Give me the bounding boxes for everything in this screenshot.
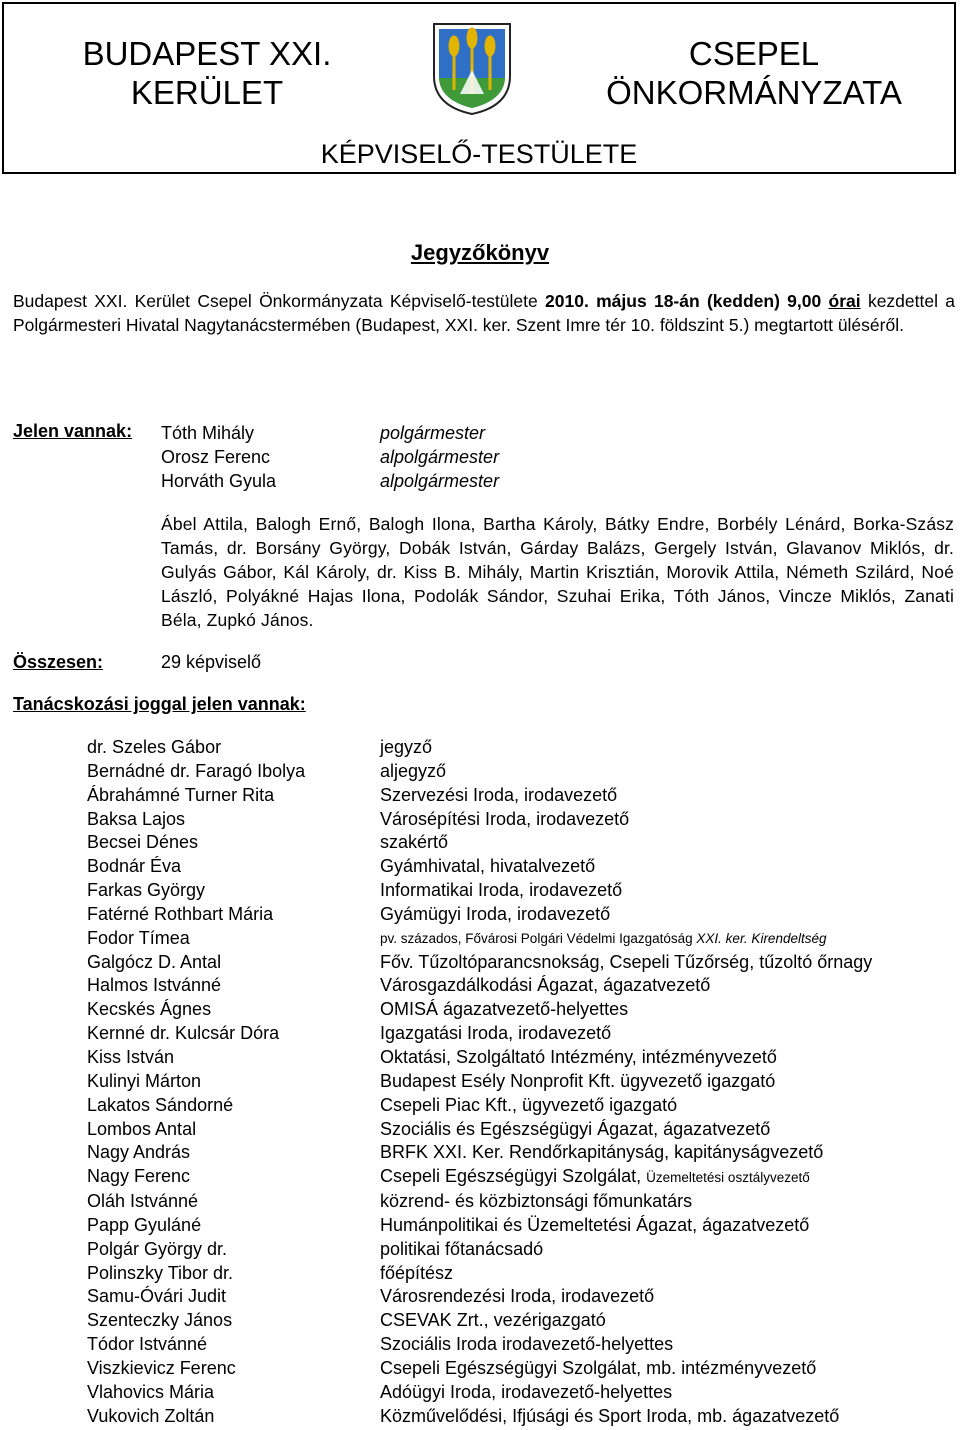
adviser-role: Szervezési Iroda, irodavezető (380, 784, 618, 805)
adviser-role: Városépítési Iroda, irodavezető (380, 808, 630, 829)
adviser-name: Baksa Lajos (87, 808, 186, 829)
adviser-role-part-a: Csepeli Egészségügyi Szolgálat, (380, 1166, 647, 1187)
adviser-name: Kiss István (87, 1046, 175, 1067)
adviser-name: Kulinyi Márton (87, 1070, 202, 1091)
adviser-role: Csepeli Piac Kft., ügyvezető igazgató (380, 1094, 678, 1115)
list-item (87, 808, 957, 832)
list-item (87, 974, 957, 998)
intro-part1: Budapest XXI. Kerület Csepel Önkormányzata Képviselő-testülete (13, 291, 546, 311)
adviser-name: Halmos Istvánné (87, 975, 222, 996)
adviser-role: Oktatási, Szolgáltató Intézmény, intézményvezető (380, 1046, 777, 1067)
header-right-line1: CSEPEL (688, 35, 820, 72)
list-item (87, 903, 957, 927)
adviser-name: Szenteczky János (87, 1310, 233, 1331)
adviser-role: Szociális Iroda irodavezető-helyettes (380, 1334, 674, 1355)
adviser-role: CSEVAK Zrt., vezérigazgató (380, 1310, 606, 1331)
list-item (87, 1381, 957, 1405)
list-item (87, 951, 957, 975)
official-role: polgármester (380, 423, 486, 443)
list-item (87, 1046, 957, 1070)
advisory-list (87, 736, 957, 1428)
total-label: Összesen: (13, 652, 104, 672)
adviser-name: dr. Szeles Gábor (87, 737, 222, 757)
list-item (87, 1118, 957, 1142)
adviser-role: Igazgatási Iroda, irodavezető (380, 1023, 612, 1044)
adviser-role: OMISÁ ágazatvezető-helyettes (380, 999, 629, 1020)
official-name: Tóth Mihály (161, 423, 255, 443)
header-left-line2: KERÜLET (130, 74, 284, 111)
adviser-name: Lombos Antal (87, 1118, 197, 1139)
official-row (161, 469, 499, 493)
adviser-role-part-b: XXI. ker. Kirendeltség (696, 930, 827, 946)
adviser-role: BRFK XXI. Ker. Rendőrkapitányság, kapitányságvezető (380, 1142, 824, 1163)
adviser-name: Ábrahámné Turner Rita (87, 784, 275, 805)
adviser-name: Galgócz D. Antal (87, 951, 222, 972)
adviser-role: politikai főtanácsadó (380, 1238, 544, 1259)
adviser-role: Gyámügyi Iroda, irodavezető (380, 903, 611, 924)
adviser-role: Gyámhivatal, hivatalvezető (380, 856, 596, 877)
adviser-role (380, 1165, 810, 1190)
total-value: 29 képviselő (161, 652, 262, 672)
advisory-label: Tanácskozási joggal jelen vannak: (13, 694, 306, 714)
list-item (87, 1405, 957, 1429)
header-body-name: KÉPVISELŐ-TESTÜLETE (320, 139, 638, 169)
adviser-name: Polinszky Tibor dr. (87, 1262, 234, 1283)
officials-list (161, 421, 499, 493)
adviser-name: Nagy András (87, 1142, 191, 1163)
adviser-role: főépítész (380, 1262, 454, 1283)
adviser-name: Tódor Istvánné (87, 1334, 208, 1355)
intro-time-word: órai (828, 291, 861, 311)
members-list: Ábel Attila, Balogh Ernő, Balogh Ilona, Bartha Károly, Bátky Endre, Borbély Lénárd, Borka-Szász Tamás, dr. Borsány György, Dobák István, Gárday Balázs, Gergely István, Glavanov Miklós, dr. Gulyás Gábor, Kál Károly, dr. Kiss B. Mihály, Martin Krisztián, Morovik Attila, Németh Szilárd, Noé László, Polyákné Hajas Ilona, Podolák Sándor, Szuhai Erika, Tóth János, Vincze Miklós, Zanati Béla, Zupkó János. (161, 514, 954, 630)
adviser-role-part-a: pv. százados, Fővárosi Polgári Védelmi Igazgatóság (380, 930, 697, 946)
adviser-name: Nagy Ferenc (87, 1166, 191, 1187)
adviser-name: Vlahovics Mária (87, 1381, 215, 1402)
adviser-role: Humánpolitikai és Üzemeltetési Ágazat, ágazatvezető (380, 1214, 810, 1235)
intro-part2: kezdettel a Polgármesteri Hivatal Nagytanácstermében (Budapest, XXI. ker. Szent Imre tér 10. földszint 5.) megtartott üléséről. (13, 291, 955, 335)
adviser-role: Szociális és Egészségügyi Ágazat, ágazatvezető (380, 1118, 771, 1139)
coat-of-arms-icon (430, 20, 514, 116)
adviser-role: Adóügyi Iroda, irodavezető-helyettes (380, 1381, 673, 1402)
adviser-name: Oláh Istvánné (87, 1191, 199, 1212)
official-role: alpolgármester (380, 447, 500, 467)
list-item (87, 784, 957, 808)
list-item (87, 927, 957, 951)
list-item (87, 1022, 957, 1046)
list-item (87, 1285, 957, 1309)
official-role: alpolgármester (380, 471, 500, 491)
list-item (87, 1357, 957, 1381)
adviser-role: Informatikai Iroda, irodavezető (380, 880, 623, 901)
document-title: Jegyzőkönyv (410, 240, 550, 265)
intro-date: 2010. május 18-án (kedden) 9,00 (545, 291, 822, 311)
adviser-role: Főv. Tűzoltóparancsnokság, Csepeli Tűzőrség, tűzoltó őrnagy (380, 951, 873, 972)
adviser-name: Fatérné Rothbart Mária (87, 903, 274, 924)
adviser-name: Lakatos Sándorné (87, 1094, 234, 1115)
adviser-name: Bernádné dr. Faragó Ibolya (87, 760, 306, 781)
present-label: Jelen vannak: (13, 421, 133, 441)
adviser-role: Csepeli Egészségügyi Szolgálat, mb. intézményvezető (380, 1357, 817, 1378)
list-item (87, 736, 957, 760)
adviser-name: Polgár György dr. (87, 1238, 228, 1259)
adviser-role (380, 927, 827, 951)
list-item (87, 1262, 957, 1286)
list-item (87, 1070, 957, 1094)
adviser-role: Városrendezési Iroda, irodavezető (380, 1286, 655, 1307)
adviser-name: Becsei Dénes (87, 832, 199, 853)
list-item (87, 1141, 957, 1165)
adviser-role: szakértő (380, 832, 449, 853)
adviser-name: Viszkievicz Ferenc (87, 1357, 236, 1378)
intro-paragraph (13, 289, 955, 337)
adviser-role: jegyző (380, 737, 433, 757)
adviser-name: Farkas György (87, 880, 206, 901)
list-item (87, 831, 957, 855)
adviser-role-part-b: Üzemeltetési osztályvezető (646, 1170, 810, 1186)
header-council (554, 34, 954, 112)
adviser-name: Fodor Tímea (87, 927, 190, 948)
adviser-role: Közművelődési, Ifjúsági és Sport Iroda, mb. ágazatvezető (380, 1405, 840, 1426)
official-row (161, 421, 499, 445)
official-name: Orosz Ferenc (161, 447, 271, 467)
header-district (4, 34, 410, 112)
list-item (87, 1333, 957, 1357)
list-item (87, 855, 957, 879)
adviser-role: Városgazdálkodási Ágazat, ágazatvezető (380, 975, 711, 996)
list-item (87, 1165, 957, 1190)
adviser-name: Vukovich Zoltán (87, 1405, 215, 1426)
official-row (161, 445, 499, 469)
header-right-line2: ÖNKORMÁNYZATA (606, 74, 902, 111)
document-header (2, 2, 956, 174)
list-item (87, 998, 957, 1022)
adviser-name: Samu-Óvári Judit (87, 1286, 227, 1307)
adviser-name: Bodnár Éva (87, 856, 182, 877)
adviser-name: Papp Gyuláné (87, 1214, 202, 1235)
list-item (87, 760, 957, 784)
list-item (87, 879, 957, 903)
official-name: Horváth Gyula (161, 471, 277, 491)
list-item (87, 1238, 957, 1262)
adviser-name: Kecskés Ágnes (87, 999, 212, 1020)
adviser-name: Kernné dr. Kulcsár Dóra (87, 1023, 280, 1044)
list-item (87, 1190, 957, 1214)
header-left-line1: BUDAPEST XXI. (82, 35, 332, 72)
list-item (87, 1214, 957, 1238)
list-item (87, 1309, 957, 1333)
adviser-role: Budapest Esély Nonprofit Kft. ügyvezető igazgató (380, 1070, 776, 1091)
adviser-role: aljegyző (380, 760, 447, 781)
adviser-role: közrend- és közbiztonsági főmunkatárs (380, 1191, 693, 1212)
list-item (87, 1094, 957, 1118)
